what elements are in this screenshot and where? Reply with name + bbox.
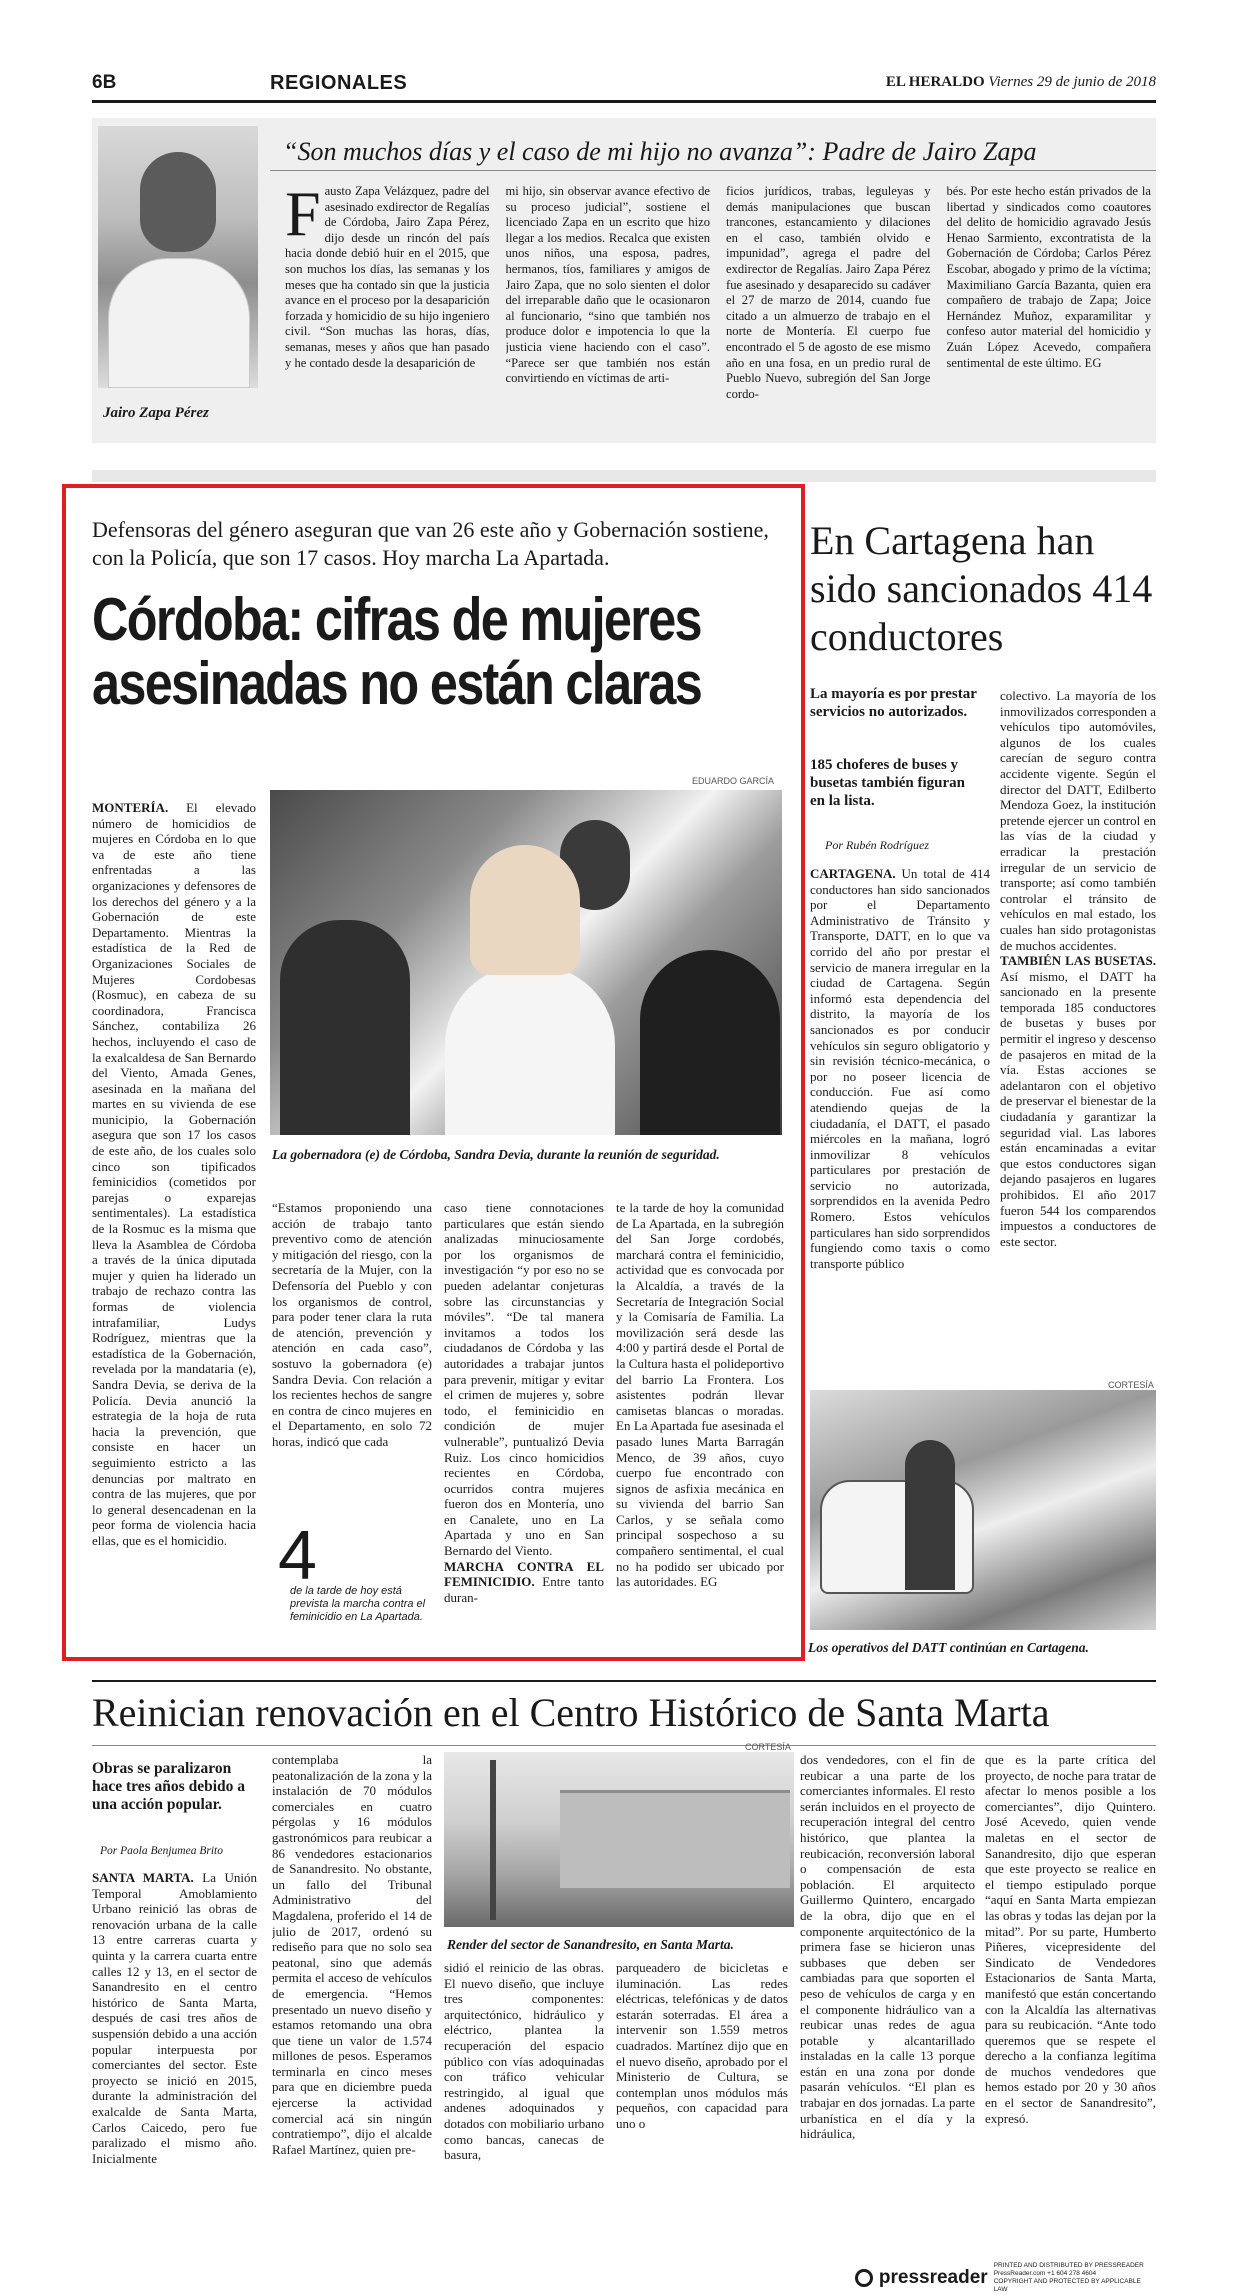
drop-cap: F — [285, 184, 321, 249]
headline-line-2: asesinadas no están claras — [92, 650, 702, 717]
santa-marta-col-1-text: La Unión Temporal Amoblamiento Urbano reinició las obras de renovación urbana de la calle 13 entre carreras cuarta y quinta y la carrera cuarta entre calles 12 y 13, en el sector de Sanandresito en el centro histórico de Santa Marta, después de casi tres años de suspensión debido a una acción popular interpuesta por comerciantes del sector. Este proyecto se inició en 2015, durante la administración del exalcalde de Santa Marta, Carlos Caicedo, pero fue paralizado el mismo año. Inicialmente — [92, 1870, 257, 2166]
big-number: 4 — [278, 1516, 317, 1594]
santa-marta-col-3: sidió el reinicio de las obras. El nuevo diseño, que incluye tres componentes: arquitectónico, hidráulico y eléctrico, plantea la recuperación del espacio público con vías adoquinadas con tráfico vehicular restringido, al igual que andenes adoquinados y dotados con mobiliario urbano como bancas, canecas de basura, — [444, 1960, 604, 2163]
top-story-col-3: ficios jurídicos, trabas, leguleyas y demás manipulaciones que buscan trancones, estancamiento y dilaciones en el caso, también olvido e impunidad”, agrega el padre del exdirector de Regalías. Jairo Zapa Pérez fue asesinado y desaparecido su cadáver el 27 de marzo de 2014, cuando fue citado a un almuerzo de trabajo en el norte de Montería. El cuerpo fue encontrado el 5 de agosto de ese mismo año en una fosa, en un predio rural de Pueblo Nuevo, subregión del San Jorge cordo- — [726, 184, 931, 401]
portrait-caption: Jairo Zapa Pérez — [103, 405, 209, 421]
santa-marta-rule — [92, 1745, 1156, 1746]
santa-marta-photo-credit: CORTESÍA — [745, 1742, 791, 1752]
section-name: REGIONALES — [270, 72, 408, 94]
big-number-text: de la tarde de hoy está prevista la marcha contra el feminicidio en La Apartada. — [290, 1585, 426, 1623]
santa-marta-photo-caption: Render del sector de Sanandresito, en Santa Marta. — [447, 1937, 734, 1952]
top-story-col-1 — [285, 184, 490, 434]
photo-lamppost — [490, 1760, 496, 1920]
cartagena-col-2-text: colectivo. La mayoría de los inmovilizados corresponden a vehículos tipo automóviles, algunos de los cuales carecían de seguro contra accidente vigente. Según el director del DATT, Edilberto Mendoza Goez, la institución pretende ejercer un control en las vías de la ciudad y erradicar la prestación irregular de un servicio de transporte; así como también controlar el tránsito de vehículos en mal estado, los cuales han sido protagonistas de muchos accidentes. — [1000, 688, 1156, 953]
cartagena-col-2-tail: Así mismo, el DATT ha sancionado en la presente temporada 185 conductores de busetas y buses por permitir el ingreso y descenso de pasajeros en mitad de la vía. Estas acciones se adelantaron con el objetivo de preservar el bienestar de la ciudadanía y garantizar la seguridad vial. Las labores están encaminadas a evitar que estos conductores sigan dejando pasajeros en lugares prohibidos. El año 2017 fueron 544 los comparendos impuestos a conductores de este sector. — [1000, 968, 1156, 1249]
main-story-col-3-tail: Entre tanto duran- — [444, 1574, 604, 1605]
pressreader-logo: pressreader — [878, 2267, 988, 2288]
page-number: 6B — [92, 72, 117, 93]
santa-marta-byline: Por Paola Benjumea Brito — [100, 1845, 223, 1857]
pressreader-icon — [855, 2269, 873, 2287]
main-story-col-1-text: El elevado número de homicidios de mujeres en Córdoba en lo que va de este año tiene enfrentadas a las organizaciones y defensores de los derechos del género y a la Gobernación de este Departamento. Mientras la estadística de la Red de Organizaciones Sociales de Mujeres Cordobesas (Rosmuc), en cabeza de su coordinadora, Francisca Sánchez, contabiliza 26 hechos, incluyendo el caso de la exalcaldesa de San Bernardo del Viento, Amada Genes, asesinada en la mañana del martes en su vivienda de ese municipio, la Gobernación asegura que son 17 los casos de este año, de los cuales solo cinco son tipificados feminicidios (cometidos por parejas o exparejas sentimentales). La estadística de la Rosmuc es la misma que lleva la Asamblea de Córdoba a través de la única diputada mujer y quien ha liderado un trabajo de rechazo contra las formas de violencia intrafamiliar, Ludys Rodríguez, mientras que la estadística de la Gobernación, revelada por la mandataria (e), Sandra Devia, se deriva de la Policía. Devia anunció la estrategia de la hoja de ruta hacia la prevención, que consiste en hacer un seguimiento estricto a las denuncias por maltrato en contra de las mujeres, que por lo general desencadenan en la peor forma de violencia hacia ellas, que es el homicidio. — [92, 800, 256, 1548]
cartagena-headline: En Cartagena han sido sancionados 414 conductores — [810, 518, 1153, 659]
headline-line-1: Córdoba: cifras de mujeres — [92, 586, 701, 653]
cartagena-col-1-text: Un total de 414 conductores han sido sancionados por el Departamento Administrativo de Tránsito y Transporte, DATT, en lo que va corrido del año por prestar el servicio de manera irregular en la ciudad de Cartagena. Según informó esta dependencia del distrito, la mayoría de los sancionados es por conducir vehículos sin seguro obligatorio y sin revisión técnico-mecánica, o por no poseer licencia de conducción. Fue así como atendiendo quejas de la ciudadanía, el DATT, el pasado miércoles en la mañana, logró inmovilizar 8 vehículos particulares por prestación de servicio no autorizada, sorprendidos en la avenida Pedro Romero. Estos vehículos particulares han sido sorprendidos fungiendo como taxis o como transporte público — [810, 866, 990, 1271]
main-dateline: MONTERÍA. — [92, 800, 169, 815]
pressreader-notice — [994, 2262, 1155, 2294]
portrait-figure-head — [140, 152, 216, 252]
main-story-deck: Defensoras del género aseguran que van 26 este año y Gobernación sostiene, con la Policía, que son 17 casos. Hoy marcha La Apartada. — [92, 517, 769, 570]
pressreader-line-2: PressReader.com +1 604 278 4604 — [993, 2270, 1097, 2277]
cartagena-byline: Por Rubén Rodríguez — [825, 838, 929, 852]
main-subhead: MARCHA CONTRA EL FEMINICIDIO. — [444, 1558, 604, 1590]
newspaper-name: EL HERALDO — [885, 74, 985, 90]
cartagena-dateline: CARTAGENA. — [810, 866, 896, 881]
main-story-col-2: “Estamos proponiendo una acción de trabajo tanto preventivo como de atención y mitigación del riesgo, con la secretaría de la Mujer, con la Defensoría del Pueblo y con los organismos de control, para poder tener clara la ruta de atención, prevención y atención en cada caso”, sostuvo la gobernadora (e) Sandra Devia. Con relación a los recientes hechos de sangre en contra de cinco mujeres en el Departamento, en solo 72 horas, indicó que cada — [272, 1200, 432, 1449]
pressreader-footer — [855, 2262, 1155, 2293]
masthead-info — [886, 74, 1156, 91]
photo-officer — [905, 1440, 955, 1590]
cartagena-lead-1: La mayoría es por prestar servicios no autorizados. — [810, 686, 977, 720]
cartagena-col-1 — [810, 866, 990, 1396]
issue-date: Viernes 29 de junio de 2018 — [988, 74, 1156, 90]
santa-marta-col-2: contemplaba la peatonalización de la zona y la instalación de 70 módulos comerciales en cuatro pérgolas y 16 módulos gastronómicos para reubicar a 86 vendedores estacionarios de Sanandresito. No obstante, un fallo del Tribunal Administrativo del Magdalena, proferido el 14 de julio de 2017, ordenó su rediseño para que no solo sea peatonal, sino que además permita el acceso de vehículos de emergencia. “Hemos presentado un nuevo diseño y estamos retomando una obra que tiene un valor de 1.574 millones de pesos. Esperamos terminarla en cinco meses para que en diciembre pueda ejercerse la actividad comercial acá sin ningún contratiempo”, dijo el alcalde Rafael Martínez, quien pre- — [272, 1752, 432, 2157]
top-story-title: “Son muchos días y el caso de mi hijo no avanza”: Padre de Jairo Zapa — [283, 137, 1037, 166]
top-story-columns — [285, 184, 1151, 434]
photo-building — [560, 1790, 790, 1888]
portrait-figure-body — [108, 258, 250, 388]
main-photo-caption: La gobernadora (e) de Córdoba, Sandra Devia, durante la reunión de seguridad. — [272, 1147, 720, 1162]
santa-marta-col-5: dos vendedores, con el fin de reubicar a una parte de los comerciantes informales. El resto serán incluidos en el proyecto de recuperación integral del centro histórico, que plantea la reubicación, reconversión laboral o compensación de esta población. El arquitecto Guillermo Quintero, encargado de la obra, dijo que en el componente arquitectónico de la primera fase se hicieron unas subbases que deben ser cambiadas para que soporten el peso de vehículos de carga y en el componente hidráulico van a reubicar unas redes de agua potable y alcantarillado instaladas en la calle 13 porque están en una zona por donde pasarán vehículos. “El plan es trabajar en dos jornadas. La parte urbanística en el día y la hidráulica, — [800, 1752, 975, 2142]
santa-marta-dateline: SANTA MARTA. — [92, 1870, 194, 1885]
santa-marta-lead: Obras se paralizaron hace tres años debido a una acción popular. — [92, 1760, 246, 1813]
cartagena-photo-credit: CORTESÍA — [1108, 1380, 1154, 1390]
top-story-col-1-text: austo Zapa Velázquez, padre del asesinado exdirector de Regalías de Córdoba, Jairo Zapa Pérez, dijo desde un rincón del país hacia donde debió huir en el 2015, que son muchos los días, las semanas y los meses que ha contado sin que la justicia avance en el proceso por la desaparición forzada y homicidio de su hijo ingeniero civil. “Son muchas las horas, días, semanas, meses y años que han pasado y he contado desde la desaparición de — [285, 184, 490, 370]
santa-marta-col-1 — [92, 1870, 257, 2250]
santa-marta-headline: Reinician renovación en el Centro Histórico de Santa Marta — [92, 1690, 1050, 1735]
cartagena-col-2 — [1000, 688, 1156, 1388]
top-story-rule — [270, 170, 1156, 171]
santa-marta-col-4: parqueadero de bicicletas e iluminación. Las redes eléctricas, telefónicas y de datos estarán soterradas. El área a intervenir son 1.559 metros cuadrados. Martínez dijo que en el nuevo diseño, aprobado por el Ministerio de Cultura, se contemplan unos módulos más pequeños, con capacidad para uno o — [616, 1960, 788, 2131]
highlight-box — [62, 484, 805, 1661]
cartagena-subhead: TAMBIÉN LAS BUSETAS. — [1000, 953, 1156, 969]
header-rule — [92, 100, 1156, 103]
section-divider-band — [92, 470, 1156, 482]
main-story-col-3-text: caso tiene connotaciones particulares que están siendo analizadas minuciosamente por los organismos de investigación “y por eso no se pueden adelantar conjeturas sobre las circunstancias y móviles”. “De tal manera invitamos a todos los ciudadanos de Córdoba y las autoridades a trabajar juntos para prevenir, mitigar y evitar el crimen de mujeres y, sobre todo, el feminicidio en condición de mujer vulnerable”, puntualizó Devia Ruiz. Los cinco homicidios recientes en Córdoba, ocurridos contra mujeres fueron dos en Montería, uno en Canalete, uno en La Apartada y uno en San Bernardo del Viento. — [444, 1200, 604, 1559]
santa-marta-col-6: que es la parte crítica del proyecto, de noche para tratar de afectar lo menos posible a los comerciantes”, dijo Quintero. José Acevedo, quien vende maletas en el sector de Sanandresito, dijo que esperan que este proyecto se realice en el tiempo estipulado porque “aquí en Santa Marta empiezan las obras y todas las dejan por la mitad”. Por su parte, Humberto Piñeres, vicepresidente del Sindicato de Vendedores Estacionarios de Santa Marta, manifestó que están concertando con la Alcaldía las alternativas para su reubicación. “Ante todo queremos que se respete el derecho a la confianza legítima de muchos vendedores que hemos estado por 20 y 30 años en el sector de Sanandresito”, expresó. — [985, 1752, 1156, 2126]
section-rule — [92, 1680, 1156, 1682]
main-story-col-4: te la tarde de hoy la comunidad de La Apartada, en la subregión del San Jorge cordobés, marchará contra el feminicidio, actividad que es convocada por la Alcaldía, a través de la Secretaría de Integración Social y la Comisaría de Familia. La movilización será desde las 4:00 y partirá desde el Portal de la Cultura hasta el polideportivo del barrio La Frontera. Los asistentes podrán llevar camisetas blancas o moradas. En La Apartada fue asesinada el pasado lunes Marta Barragán Menco, de 39 años, cuyo cuerpo fue encontrado con signos de asfixia mecánica en su vivienda del barrio San Carlos, y se señala como principal sospechoso a su compañero sentimental, el cual no ha podido ser ubicado por las autoridades. EG — [616, 1200, 784, 1590]
pressreader-line-1: PRINTED AND DISTRIBUTED BY PRESSREADER — [993, 2262, 1144, 2269]
cartagena-photo-caption: Los operativos del DATT continúan en Cartagena. — [808, 1640, 1089, 1655]
pressreader-line-3: COPYRIGHT AND PROTECTED BY APPLICABLE LAW — [993, 2278, 1141, 2293]
main-photo-credit: EDUARDO GARCÍA — [692, 776, 775, 786]
top-story-col-2: mi hijo, sin observar avance efectivo de su proceso judicial”, sostiene el licenciado Zapa en un escrito que hizo llegar a los medios. Recalca que existen unos niños, una esposa, padres, hermanos, tíos, familiares y amigos de Jairo Zapa, que no solo sienten el dolor del irreparable daño que le ocasionaron al funcionario, “sino que también nos produce dolor e impotencia lo que la justicia viene haciendo con el caso”. “Parece ser que también nos están convirtiendo en víctimas de arti- — [505, 184, 710, 386]
cartagena-lead-2: 185 choferes de buses y busetas también figuran en la lista. — [810, 757, 966, 809]
top-story-col-4: bés. Por este hecho están privados de la libertad y sindicados como coautores del delito de homicidio agravado Jesús Henao Sarmiento, excontratista de la Gobernación de Córdoba; Carlos Pérez Escobar, abogado y primo de la víctima; Maximiliano García Bazanta, quien era compañero de trabajo de Zapa; Joice Hernández Muñoz, exparamilitar y confeso autor material del homicidio y Zuán López Acevedo, compañera sentimental de este último. EG — [946, 184, 1151, 370]
